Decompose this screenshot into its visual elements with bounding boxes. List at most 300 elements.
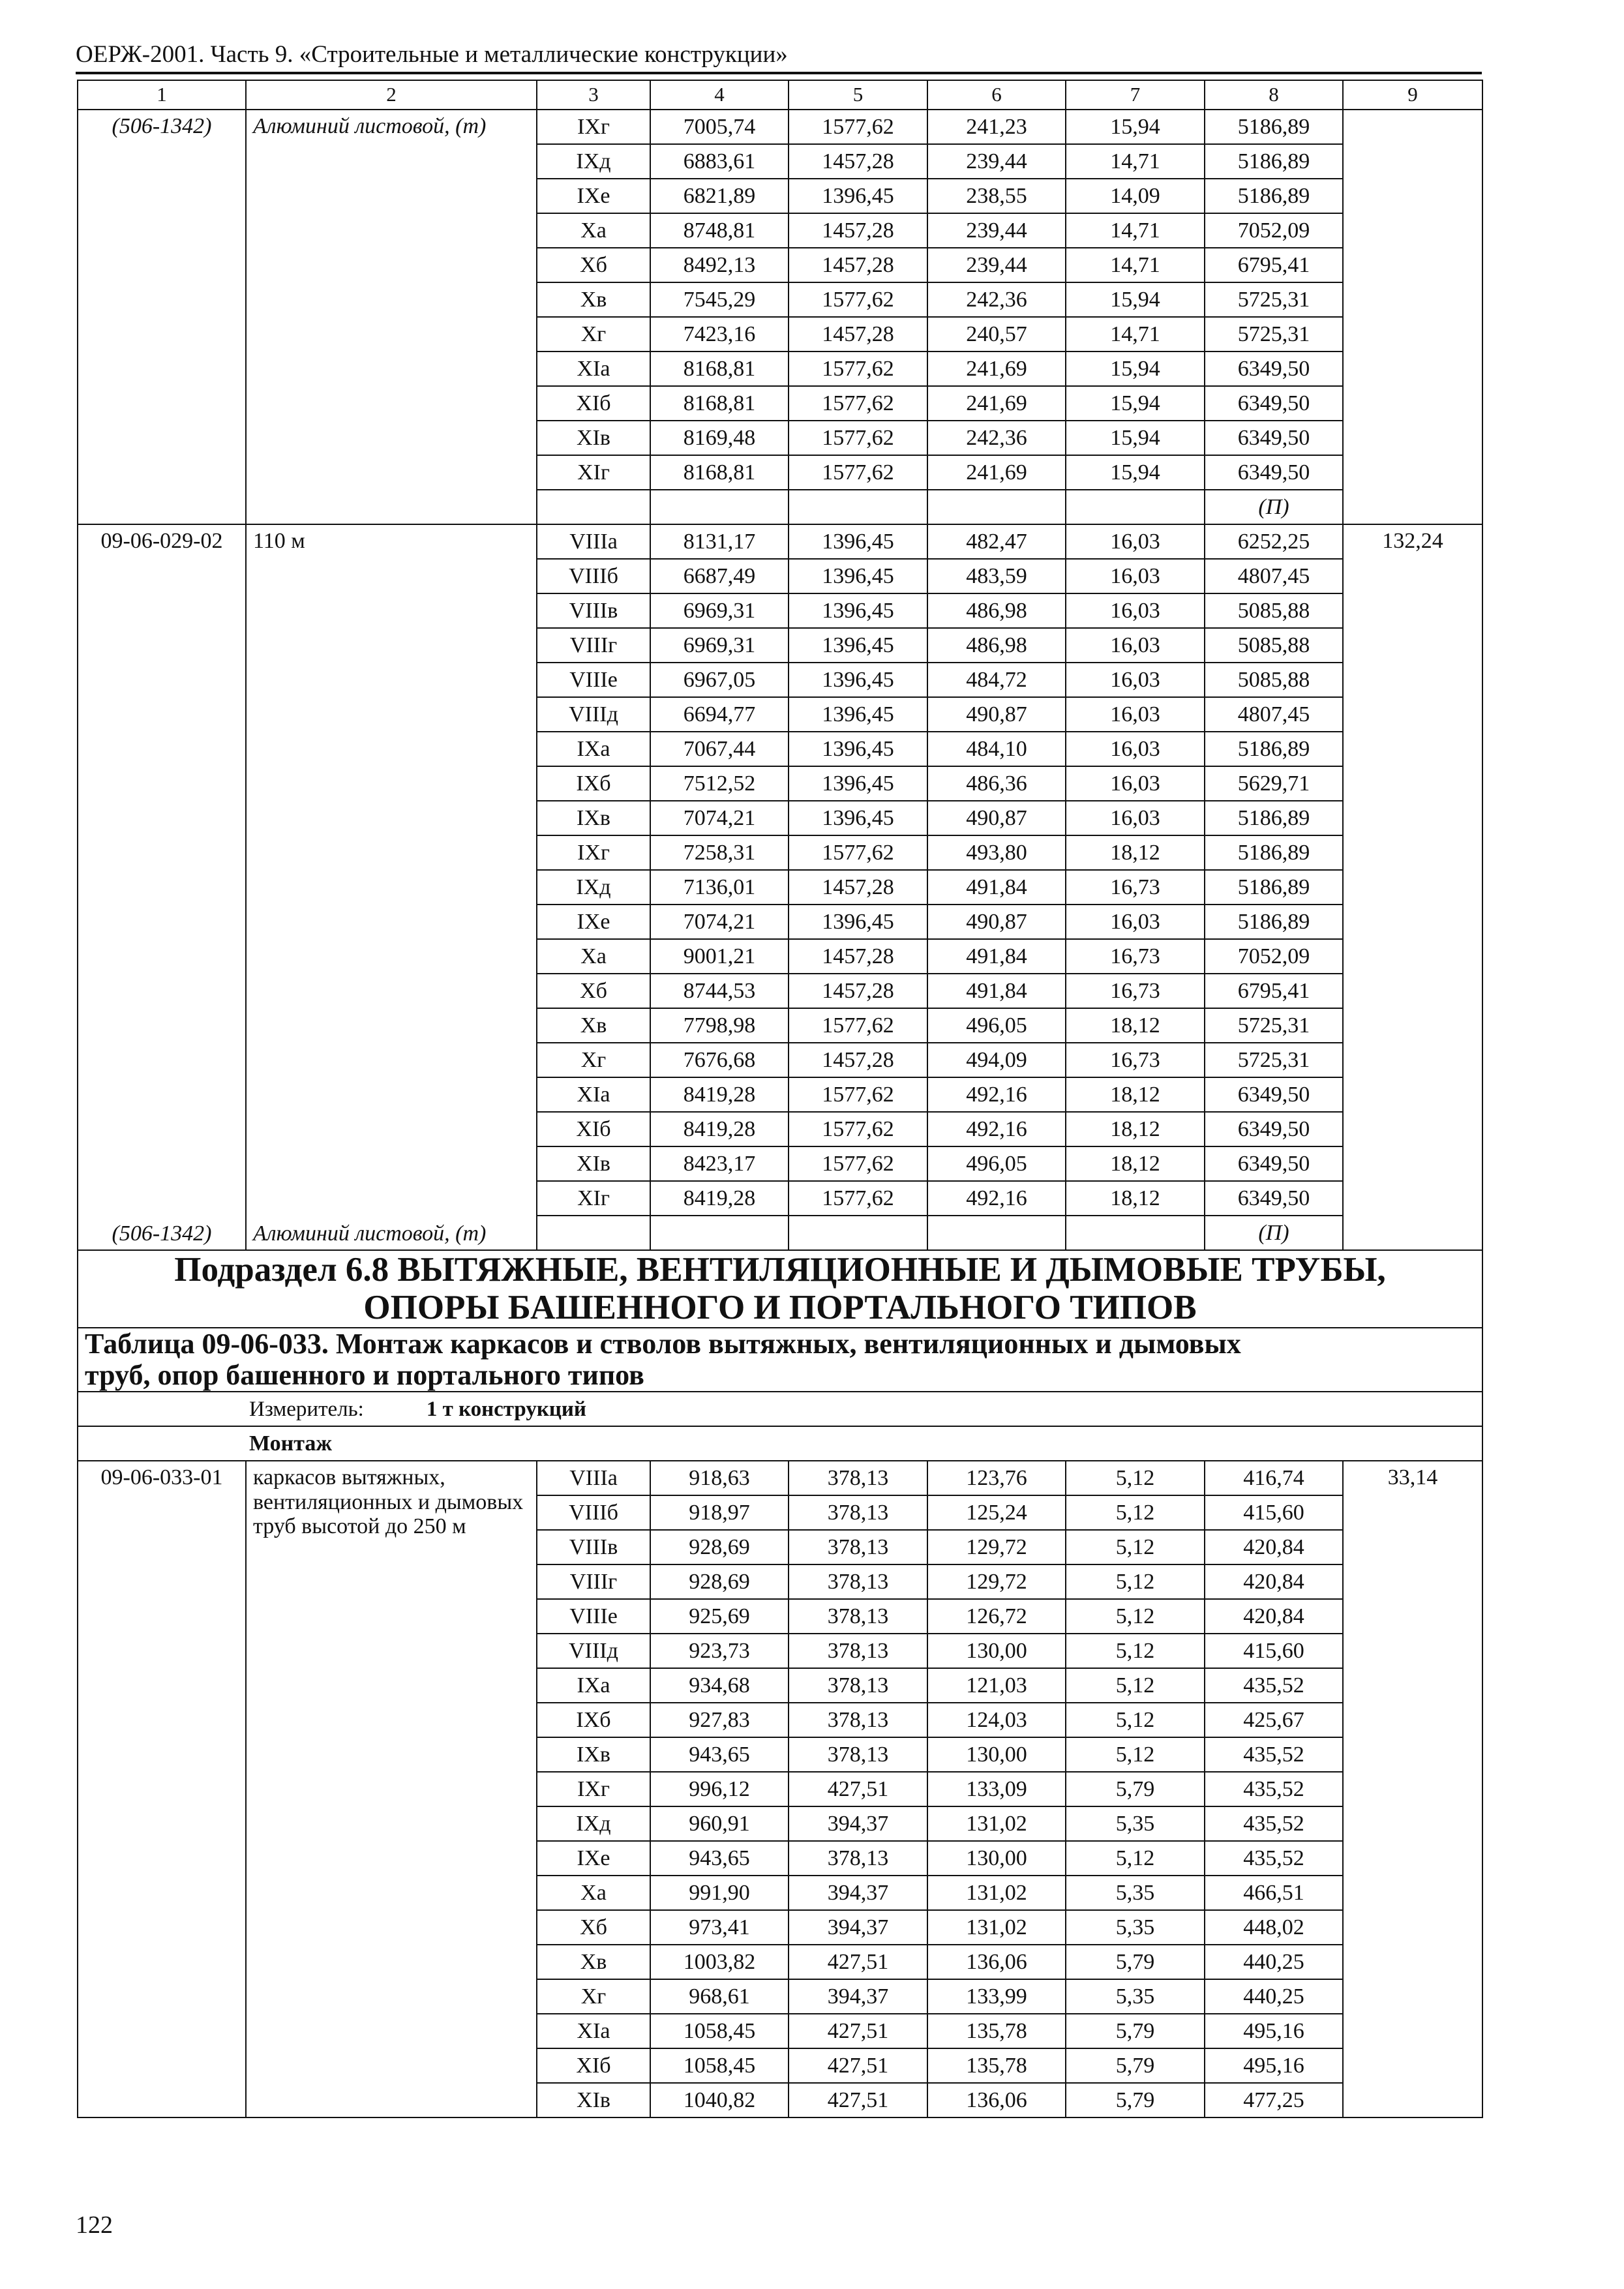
value-cell: 1457,28: [789, 974, 927, 1008]
value-cell: 991,90: [650, 1876, 789, 1910]
value-cell: 15,94: [1066, 455, 1205, 490]
empty-cell: [537, 1216, 650, 1250]
value-cell: 239,44: [927, 144, 1066, 179]
value-cell: 16,73: [1066, 974, 1205, 1008]
value-cell: 5186,89: [1205, 110, 1343, 144]
value-cell: 420,84: [1205, 1530, 1343, 1564]
value-cell: 6349,50: [1205, 1181, 1343, 1216]
value-cell: 5,12: [1066, 1495, 1205, 1530]
value-cell: 1577,62: [789, 282, 927, 317]
value-cell: 6252,25: [1205, 524, 1343, 559]
value-cell: 8169,48: [650, 421, 789, 455]
value-cell: 435,52: [1205, 1737, 1343, 1772]
value-cell: 427,51: [789, 1772, 927, 1806]
zone-cell: IXд: [537, 870, 650, 905]
section-label-text: Монтаж: [249, 1431, 333, 1456]
zone-cell: Xб: [537, 974, 650, 1008]
zone-cell: Xв: [537, 1945, 650, 1979]
value-cell: 8419,28: [650, 1077, 789, 1112]
value-cell: 8168,81: [650, 455, 789, 490]
value-cell: 18,12: [1066, 1077, 1205, 1112]
value-cell: 493,80: [927, 835, 1066, 870]
value-cell: 135,78: [927, 2014, 1066, 2048]
value-cell: 6349,50: [1205, 1077, 1343, 1112]
zone-cell: IXг: [537, 835, 650, 870]
value-cell: 1577,62: [789, 110, 927, 144]
value-cell: 427,51: [789, 2083, 927, 2117]
value-cell: 420,84: [1205, 1599, 1343, 1634]
value-cell: 5,12: [1066, 1599, 1205, 1634]
measure-value: 1 т конструкций: [426, 1397, 586, 1421]
zone-cell: IXб: [537, 766, 650, 801]
zone-cell: IXв: [537, 1737, 650, 1772]
value-cell: 242,36: [927, 282, 1066, 317]
value-cell: 490,87: [927, 801, 1066, 835]
value-cell: 415,60: [1205, 1495, 1343, 1530]
value-cell: 420,84: [1205, 1564, 1343, 1599]
value-cell: 378,13: [789, 1530, 927, 1564]
value-cell: 394,37: [789, 1876, 927, 1910]
zone-cell: XIа: [537, 352, 650, 386]
value-cell: 1577,62: [789, 1077, 927, 1112]
value-cell: 491,84: [927, 870, 1066, 905]
value-cell: 6969,31: [650, 628, 789, 663]
table-body: [78, 80, 1482, 2117]
material-unit-cell: (П): [1205, 490, 1343, 524]
value-cell: 16,03: [1066, 559, 1205, 593]
value-cell: 15,94: [1066, 282, 1205, 317]
value-cell: 960,91: [650, 1806, 789, 1841]
zone-cell: VIIIг: [537, 628, 650, 663]
value-cell: 435,52: [1205, 1841, 1343, 1876]
value-cell: 496,05: [927, 1008, 1066, 1043]
column-number: 3: [537, 80, 650, 110]
subsection-title: [78, 1250, 1482, 1328]
value-cell: 5186,89: [1205, 801, 1343, 835]
value-cell: 378,13: [789, 1461, 927, 1495]
value-cell: 1040,82: [650, 2083, 789, 2117]
value-cell: 435,52: [1205, 1806, 1343, 1841]
value-cell: 1577,62: [789, 352, 927, 386]
value-cell: 1457,28: [789, 213, 927, 248]
material-name: Алюминий листовой, (т): [253, 114, 487, 138]
zone-cell: IXб: [537, 1703, 650, 1737]
value-cell: 1396,45: [789, 697, 927, 732]
zone-cell: IXг: [537, 1772, 650, 1806]
zone-cell: IXе: [537, 179, 650, 213]
value-cell: 7074,21: [650, 801, 789, 835]
zone-cell: Xб: [537, 1910, 650, 1945]
value-cell: 435,52: [1205, 1668, 1343, 1703]
value-cell: 241,23: [927, 110, 1066, 144]
value-cell: 1577,62: [789, 1181, 927, 1216]
value-cell: 483,59: [927, 559, 1066, 593]
rate-code: 09-06-029-02: [100, 529, 223, 553]
value-cell: 7545,29: [650, 282, 789, 317]
value-cell: 486,98: [927, 628, 1066, 663]
value-cell: 14,71: [1066, 213, 1205, 248]
table-caption-row: [78, 1328, 1482, 1392]
zone-cell: VIIIб: [537, 1495, 650, 1530]
value-cell: 491,84: [927, 939, 1066, 974]
value-cell: 1577,62: [789, 1112, 927, 1146]
value-cell: 1457,28: [789, 248, 927, 282]
value-cell: 5725,31: [1205, 1043, 1343, 1077]
value-cell: 415,60: [1205, 1634, 1343, 1668]
value-cell: 6969,31: [650, 593, 789, 628]
value-cell: 6349,50: [1205, 352, 1343, 386]
value-cell: 5725,31: [1205, 282, 1343, 317]
value-cell: 129,72: [927, 1564, 1066, 1599]
caption-line: Таблица 09-06-033. Монтаж каркасов и стволов вытяжных, вентиляционных и дымовых: [85, 1327, 1241, 1360]
value-cell: 427,51: [789, 1945, 927, 1979]
table-row: [78, 524, 1482, 559]
value-cell: 136,06: [927, 1945, 1066, 1979]
value-cell: 1058,45: [650, 2014, 789, 2048]
material-name: Алюминий листовой, (т): [253, 1221, 487, 1246]
value-cell: 968,61: [650, 1979, 789, 2014]
value-cell: 18,12: [1066, 835, 1205, 870]
value-cell: 5186,89: [1205, 179, 1343, 213]
value-cell: 490,87: [927, 905, 1066, 939]
value-cell: 8131,17: [650, 524, 789, 559]
zone-cell: IXд: [537, 1806, 650, 1841]
rates-table: [77, 80, 1483, 2118]
value-cell: 495,16: [1205, 2048, 1343, 2083]
value-cell: 492,16: [927, 1077, 1066, 1112]
value-cell: 1396,45: [789, 905, 927, 939]
value-cell: 5,12: [1066, 1530, 1205, 1564]
empty-cell: [789, 1216, 927, 1250]
value-cell: 5085,88: [1205, 593, 1343, 628]
value-cell: 394,37: [789, 1910, 927, 1945]
value-cell: 6349,50: [1205, 1112, 1343, 1146]
value-cell: 1577,62: [789, 386, 927, 421]
value-cell: 5,12: [1066, 1841, 1205, 1876]
empty-cell: [789, 490, 927, 524]
column-number: 5: [789, 80, 927, 110]
value-cell: 486,98: [927, 593, 1066, 628]
value-cell: 5725,31: [1205, 1008, 1343, 1043]
value-cell: 135,78: [927, 2048, 1066, 2083]
zone-cell: Xг: [537, 317, 650, 352]
value-cell: 8744,53: [650, 974, 789, 1008]
value-cell: 918,97: [650, 1495, 789, 1530]
value-cell: 9001,21: [650, 939, 789, 974]
zone-cell: IXе: [537, 1841, 650, 1876]
zone-cell: IXа: [537, 732, 650, 766]
value-cell: 18,12: [1066, 1008, 1205, 1043]
value-cell: 927,83: [650, 1703, 789, 1737]
value-cell: 1457,28: [789, 939, 927, 974]
value-cell: 5085,88: [1205, 663, 1343, 697]
value-cell: 1577,62: [789, 1146, 927, 1181]
value-cell: 131,02: [927, 1806, 1066, 1841]
value-cell: 5186,89: [1205, 732, 1343, 766]
value-cell: 466,51: [1205, 1876, 1343, 1910]
zone-cell: XIа: [537, 2014, 650, 2048]
measure-unit: [78, 1392, 1482, 1426]
code-cell: 09-06-033-01: [78, 1461, 246, 2117]
subsection-title-row: [78, 1250, 1482, 1328]
caption-line: труб, опор башенного и портального типов: [85, 1358, 644, 1391]
value-cell: 486,36: [927, 766, 1066, 801]
value-cell: 496,05: [927, 1146, 1066, 1181]
value-cell: 6349,50: [1205, 455, 1343, 490]
value-cell: 242,36: [927, 421, 1066, 455]
value-cell: 130,00: [927, 1634, 1066, 1668]
value-cell: 7052,09: [1205, 213, 1343, 248]
col9-cell: 132,24: [1343, 524, 1482, 1250]
zone-cell: VIIIе: [537, 1599, 650, 1634]
value-cell: 16,03: [1066, 663, 1205, 697]
zone-cell: XIг: [537, 455, 650, 490]
value-cell: 240,57: [927, 317, 1066, 352]
value-cell: 16,03: [1066, 732, 1205, 766]
value-cell: 6349,50: [1205, 421, 1343, 455]
value-cell: 241,69: [927, 352, 1066, 386]
value-cell: 8423,17: [650, 1146, 789, 1181]
value-cell: 928,69: [650, 1530, 789, 1564]
column-number: 1: [78, 80, 246, 110]
zone-cell: IXд: [537, 144, 650, 179]
value-cell: 14,71: [1066, 144, 1205, 179]
value-cell: 18,12: [1066, 1112, 1205, 1146]
value-cell: 6821,89: [650, 179, 789, 213]
value-cell: 7258,31: [650, 835, 789, 870]
measure-unit-row: [78, 1392, 1482, 1426]
empty-cell: [927, 1216, 1066, 1250]
code-cell: [78, 110, 246, 524]
value-cell: 1396,45: [789, 628, 927, 663]
value-cell: 7676,68: [650, 1043, 789, 1077]
zone-cell: XIв: [537, 421, 650, 455]
value-cell: 5186,89: [1205, 835, 1343, 870]
value-cell: 378,13: [789, 1599, 927, 1634]
value-cell: 416,74: [1205, 1461, 1343, 1495]
value-cell: 6349,50: [1205, 386, 1343, 421]
zone-cell: IXе: [537, 905, 650, 939]
value-cell: 4807,45: [1205, 697, 1343, 732]
value-cell: 448,02: [1205, 1910, 1343, 1945]
value-cell: 394,37: [789, 1806, 927, 1841]
zone-cell: XIб: [537, 1112, 650, 1146]
value-cell: 5,79: [1066, 1772, 1205, 1806]
value-cell: 1577,62: [789, 835, 927, 870]
value-cell: 996,12: [650, 1772, 789, 1806]
name-cell: [246, 110, 537, 524]
name-cell: [246, 524, 537, 1250]
value-cell: 133,99: [927, 1979, 1066, 2014]
value-cell: 8419,28: [650, 1112, 789, 1146]
value-cell: 126,72: [927, 1599, 1066, 1634]
measure-label: Измеритель:: [249, 1397, 364, 1421]
zone-cell: VIIIд: [537, 697, 650, 732]
zone-cell: VIIIа: [537, 1461, 650, 1495]
value-cell: 8748,81: [650, 213, 789, 248]
value-cell: 16,73: [1066, 939, 1205, 974]
column-number: 8: [1205, 80, 1343, 110]
value-cell: 378,13: [789, 1564, 927, 1599]
value-cell: 918,63: [650, 1461, 789, 1495]
value-cell: 4807,45: [1205, 559, 1343, 593]
value-cell: 15,94: [1066, 110, 1205, 144]
value-cell: 15,94: [1066, 352, 1205, 386]
value-cell: 5,79: [1066, 2048, 1205, 2083]
value-cell: 5,12: [1066, 1461, 1205, 1495]
zone-cell: Xв: [537, 282, 650, 317]
value-cell: 14,71: [1066, 248, 1205, 282]
value-cell: 239,44: [927, 248, 1066, 282]
value-cell: 6349,50: [1205, 1146, 1343, 1181]
page-header: ОЕРЖ-2001. Часть 9. «Строительные и металлические конструкции»: [76, 41, 788, 68]
value-cell: 7798,98: [650, 1008, 789, 1043]
value-cell: 6795,41: [1205, 248, 1343, 282]
zone-cell: Xа: [537, 213, 650, 248]
value-cell: 131,02: [927, 1876, 1066, 1910]
value-cell: 8168,81: [650, 352, 789, 386]
material-unit-cell: (П): [1205, 1216, 1343, 1250]
zone-cell: IXг: [537, 110, 650, 144]
empty-cell: [537, 490, 650, 524]
value-cell: 943,65: [650, 1841, 789, 1876]
value-cell: 1457,28: [789, 1043, 927, 1077]
value-cell: 7136,01: [650, 870, 789, 905]
value-cell: 5085,88: [1205, 628, 1343, 663]
value-cell: 7067,44: [650, 732, 789, 766]
col9-cell: [1343, 110, 1482, 524]
value-cell: 1577,62: [789, 1008, 927, 1043]
value-cell: 435,52: [1205, 1772, 1343, 1806]
value-cell: 16,73: [1066, 870, 1205, 905]
value-cell: 378,13: [789, 1668, 927, 1703]
value-cell: 7052,09: [1205, 939, 1343, 974]
value-cell: 241,69: [927, 455, 1066, 490]
material-code: (506-1342): [112, 114, 212, 138]
value-cell: 6694,77: [650, 697, 789, 732]
column-number: 9: [1343, 80, 1482, 110]
value-cell: 130,00: [927, 1737, 1066, 1772]
value-cell: 16,03: [1066, 593, 1205, 628]
zone-cell: XIа: [537, 1077, 650, 1112]
value-cell: 6883,61: [650, 144, 789, 179]
value-cell: 16,03: [1066, 628, 1205, 663]
value-cell: 477,25: [1205, 2083, 1343, 2117]
value-cell: 6795,41: [1205, 974, 1343, 1008]
value-cell: 1457,28: [789, 144, 927, 179]
value-cell: 378,13: [789, 1495, 927, 1530]
material-code: (506-1342): [112, 1221, 212, 1246]
value-cell: 482,47: [927, 524, 1066, 559]
zone-cell: XIг: [537, 1181, 650, 1216]
value-cell: 5,79: [1066, 2014, 1205, 2048]
value-cell: 14,09: [1066, 179, 1205, 213]
value-cell: 5186,89: [1205, 905, 1343, 939]
value-cell: 8168,81: [650, 386, 789, 421]
value-cell: 5186,89: [1205, 144, 1343, 179]
value-cell: 5,35: [1066, 1876, 1205, 1910]
value-cell: 427,51: [789, 2014, 927, 2048]
value-cell: 130,00: [927, 1841, 1066, 1876]
empty-cell: [1066, 1216, 1205, 1250]
value-cell: 8419,28: [650, 1181, 789, 1216]
empty-cell: [1066, 490, 1205, 524]
value-cell: 16,03: [1066, 524, 1205, 559]
value-cell: 492,16: [927, 1112, 1066, 1146]
zone-cell: XIб: [537, 2048, 650, 2083]
subsection-line: ОПОРЫ БАШЕННОГО И ПОРТАЛЬНОГО ТИПОВ: [363, 1289, 1197, 1327]
value-cell: 1396,45: [789, 559, 927, 593]
value-cell: 378,13: [789, 1634, 927, 1668]
zone-cell: IXв: [537, 801, 650, 835]
value-cell: 239,44: [927, 213, 1066, 248]
value-cell: 394,37: [789, 1979, 927, 2014]
table-row: [78, 1461, 1482, 1495]
value-cell: 125,24: [927, 1495, 1066, 1530]
value-cell: 15,94: [1066, 386, 1205, 421]
code-cell: [78, 524, 246, 1250]
value-cell: 1396,45: [789, 663, 927, 697]
zone-cell: Xа: [537, 1876, 650, 1910]
value-cell: 16,73: [1066, 1043, 1205, 1077]
section-label-row: [78, 1426, 1482, 1461]
column-number: 7: [1066, 80, 1205, 110]
value-cell: 1396,45: [789, 732, 927, 766]
value-cell: 7074,21: [650, 905, 789, 939]
value-cell: 943,65: [650, 1737, 789, 1772]
zone-cell: VIIIг: [537, 1564, 650, 1599]
value-cell: 378,13: [789, 1703, 927, 1737]
value-cell: 7512,52: [650, 766, 789, 801]
value-cell: 5,12: [1066, 1634, 1205, 1668]
zone-cell: VIIIа: [537, 524, 650, 559]
value-cell: 241,69: [927, 386, 1066, 421]
subsection-line: Подраздел 6.8 ВЫТЯЖНЫЕ, ВЕНТИЛЯЦИОННЫЕ И ДЫМОВЫЕ ТРУБЫ,: [174, 1251, 1386, 1289]
value-cell: 1577,62: [789, 455, 927, 490]
value-cell: 1058,45: [650, 2048, 789, 2083]
value-cell: 484,72: [927, 663, 1066, 697]
zone-cell: VIIIд: [537, 1634, 650, 1668]
value-cell: 5,12: [1066, 1703, 1205, 1737]
zone-cell: Xг: [537, 1043, 650, 1077]
value-cell: 5,79: [1066, 2083, 1205, 2117]
column-number: 6: [927, 80, 1066, 110]
value-cell: 1457,28: [789, 870, 927, 905]
table-row: [78, 110, 1482, 144]
column-number-row: [78, 80, 1482, 110]
value-cell: 378,13: [789, 1841, 927, 1876]
value-cell: 928,69: [650, 1564, 789, 1599]
value-cell: 15,94: [1066, 421, 1205, 455]
value-cell: 6967,05: [650, 663, 789, 697]
value-cell: 18,12: [1066, 1146, 1205, 1181]
value-cell: 16,03: [1066, 905, 1205, 939]
value-cell: 1396,45: [789, 801, 927, 835]
column-number: 4: [650, 80, 789, 110]
zone-cell: IXа: [537, 1668, 650, 1703]
zone-cell: VIIIе: [537, 663, 650, 697]
column-number: 2: [246, 80, 537, 110]
value-cell: 934,68: [650, 1668, 789, 1703]
value-cell: 5,12: [1066, 1668, 1205, 1703]
zone-cell: VIIIв: [537, 1530, 650, 1564]
value-cell: 5,79: [1066, 1945, 1205, 1979]
zone-cell: Xг: [537, 1979, 650, 2014]
table-caption: [78, 1328, 1482, 1392]
value-cell: 5,12: [1066, 1564, 1205, 1599]
value-cell: 124,03: [927, 1703, 1066, 1737]
value-cell: 16,03: [1066, 801, 1205, 835]
